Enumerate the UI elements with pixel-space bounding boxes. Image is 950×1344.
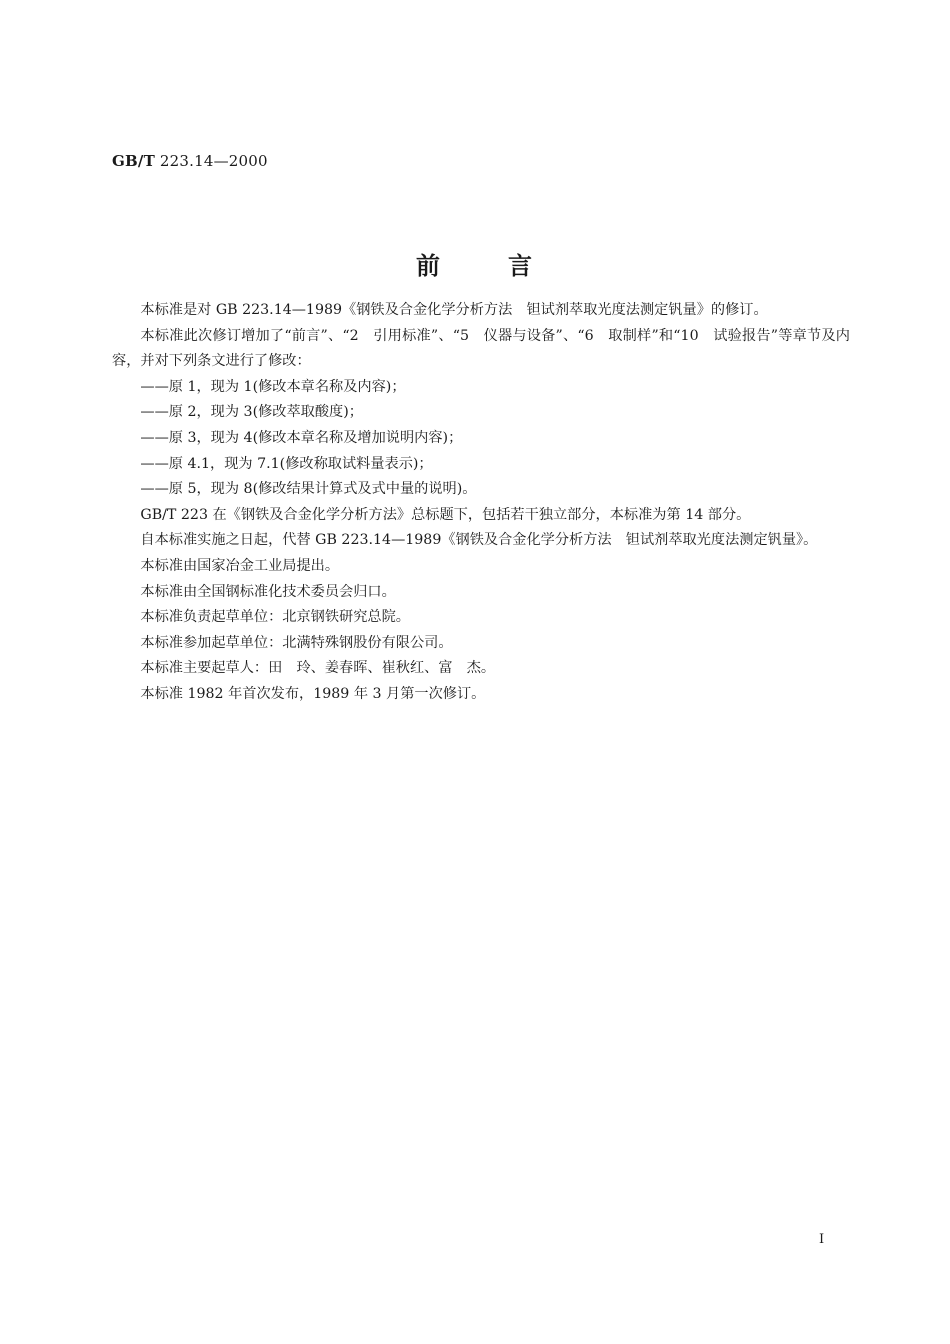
- paragraph-change-4: ——原 4.1，现为 7.1(修改称取试料量表示)；: [140, 455, 433, 472]
- page-title-part2: 言: [508, 251, 534, 280]
- document-code: [112, 152, 268, 170]
- page-title-part1: 前: [416, 251, 442, 280]
- page-title: [0, 246, 950, 281]
- paragraph-history: 本标准 1982 年首次发布，1989 年 3 月第一次修订。: [140, 685, 486, 702]
- paragraph-additions: 本标准此次修订增加了“前言”、“2 引用标准”、“5 仪器与设备”、“6 取制样”和“10 试验报告”等章节及内容，并对下列条文进行了修改：: [112, 327, 850, 370]
- paragraph-change-1: ——原 1，现为 1(修改本章名称及内容)；: [140, 378, 406, 395]
- paragraph-revision-of: 本标准是对 GB 223.14—1989《钢铁及合金化学分析方法 钽试剂萃取光度法测定钒量》的修订。: [140, 302, 768, 318]
- paragraph-replaces: 自本标准实施之日起，代替 GB 223.14—1989《钢铁及合金化学分析方法 钽试剂萃取光度法测定钒量》。: [140, 532, 818, 549]
- foreword-body: [112, 298, 850, 708]
- paragraph-change-2: ——原 2，现为 3(修改萃取酸度)；: [140, 404, 363, 421]
- page-number: I: [819, 1232, 825, 1247]
- paragraph-participating-unit: 本标准参加起草单位：北满特殊钢股份有限公司。: [140, 634, 453, 651]
- paragraph-change-3: ——原 3，现为 4(修改本章名称及增加说明内容)；: [140, 429, 463, 446]
- paragraph-change-5: ——原 5，现为 8(修改结果计算式及式中量的说明)。: [140, 481, 477, 498]
- paragraph-series-note: GB/T 223 在《钢铁及合金化学分析方法》总标题下，包括若干独立部分，本标准为第 14 部分。: [140, 506, 751, 523]
- document-code-number: 223.14—2000: [159, 152, 268, 170]
- document-code-prefix: GB/T: [112, 152, 155, 170]
- paragraph-centralized-by: 本标准由全国钢标准化技术委员会归口。: [140, 583, 396, 600]
- paragraph-drafters: 本标准主要起草人：田 玲、姜春晖、崔秋红、富 杰。: [140, 660, 496, 677]
- paragraph-drafting-unit: 本标准负责起草单位：北京钢铁研究总院。: [140, 609, 410, 626]
- paragraph-proposed-by: 本标准由国家冶金工业局提出。: [140, 557, 340, 574]
